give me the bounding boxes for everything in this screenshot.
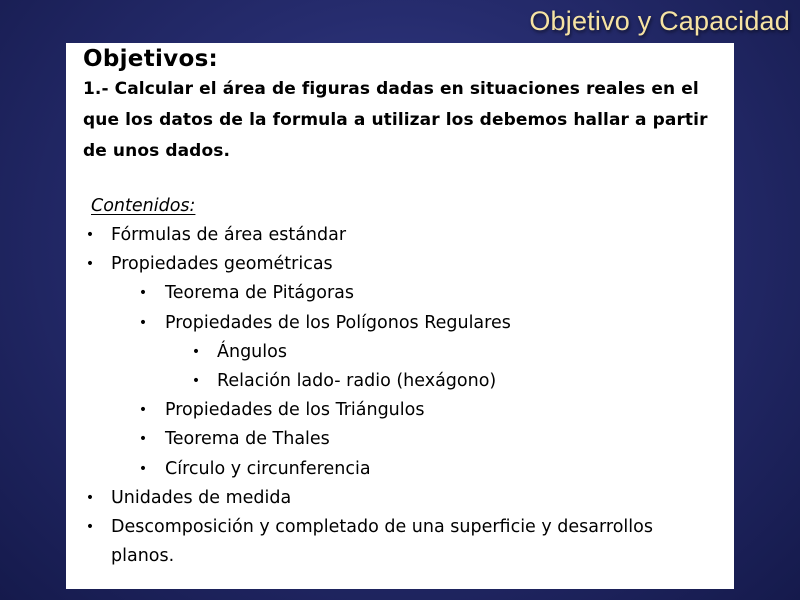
list-item	[83, 513, 734, 571]
list-item	[83, 367, 734, 396]
spacer	[83, 167, 734, 192]
bullet-icon: •	[138, 460, 148, 477]
bullet-icon: •	[85, 489, 95, 506]
contents-label: Contenidos:	[91, 196, 196, 216]
bullet-icon: •	[138, 314, 148, 331]
bullet-icon: •	[138, 402, 148, 419]
bullet-icon: •	[85, 227, 95, 243]
list-item-text: Relación lado- radio (hexágono)	[217, 371, 497, 392]
bullet-icon: •	[138, 431, 148, 448]
list-item	[83, 425, 734, 454]
list-item-text: Propiedades geométricas	[111, 254, 333, 275]
list-item-text: Propiedades de los Polígonos Regulares	[165, 312, 511, 333]
list-item-text: Teorema de Pitágoras	[165, 283, 355, 304]
document-panel	[66, 43, 734, 589]
list-item-text: Teorema de Thales	[165, 429, 330, 450]
list-item-text: Ángulos	[217, 341, 287, 362]
list-item-text: Propiedades de los Triángulos	[165, 400, 425, 421]
contents-list	[83, 221, 734, 571]
bullet-icon: •	[138, 285, 148, 302]
bullet-icon: •	[191, 343, 201, 360]
list-item	[83, 455, 734, 484]
list-item-text: Descomposición y completado de una superficie y desarrollos planos.	[111, 517, 653, 567]
list-item	[83, 250, 734, 279]
list-item	[83, 484, 734, 513]
list-item	[83, 396, 734, 425]
slide-title: Objetivo y Capacidad	[529, 6, 790, 36]
bullet-icon: •	[85, 256, 95, 273]
list-item-text: Unidades de medida	[111, 487, 292, 508]
list-item-text: Fórmulas de área estándar	[111, 225, 347, 245]
list-item-text: Círculo y circunferencia	[165, 458, 371, 479]
objective-text: 1.- Calcular el área de figuras dadas en situaciones reales en el que los datos de la formula a utilizar los debemos hallar a partir de unos dados.	[83, 79, 708, 161]
bullet-icon: •	[191, 373, 201, 390]
bullet-icon: •	[85, 519, 95, 536]
list-item	[83, 221, 734, 250]
list-item	[83, 279, 734, 308]
objectives-heading: Objetivos:	[83, 46, 219, 72]
list-item	[83, 309, 734, 338]
list-item	[83, 338, 734, 367]
